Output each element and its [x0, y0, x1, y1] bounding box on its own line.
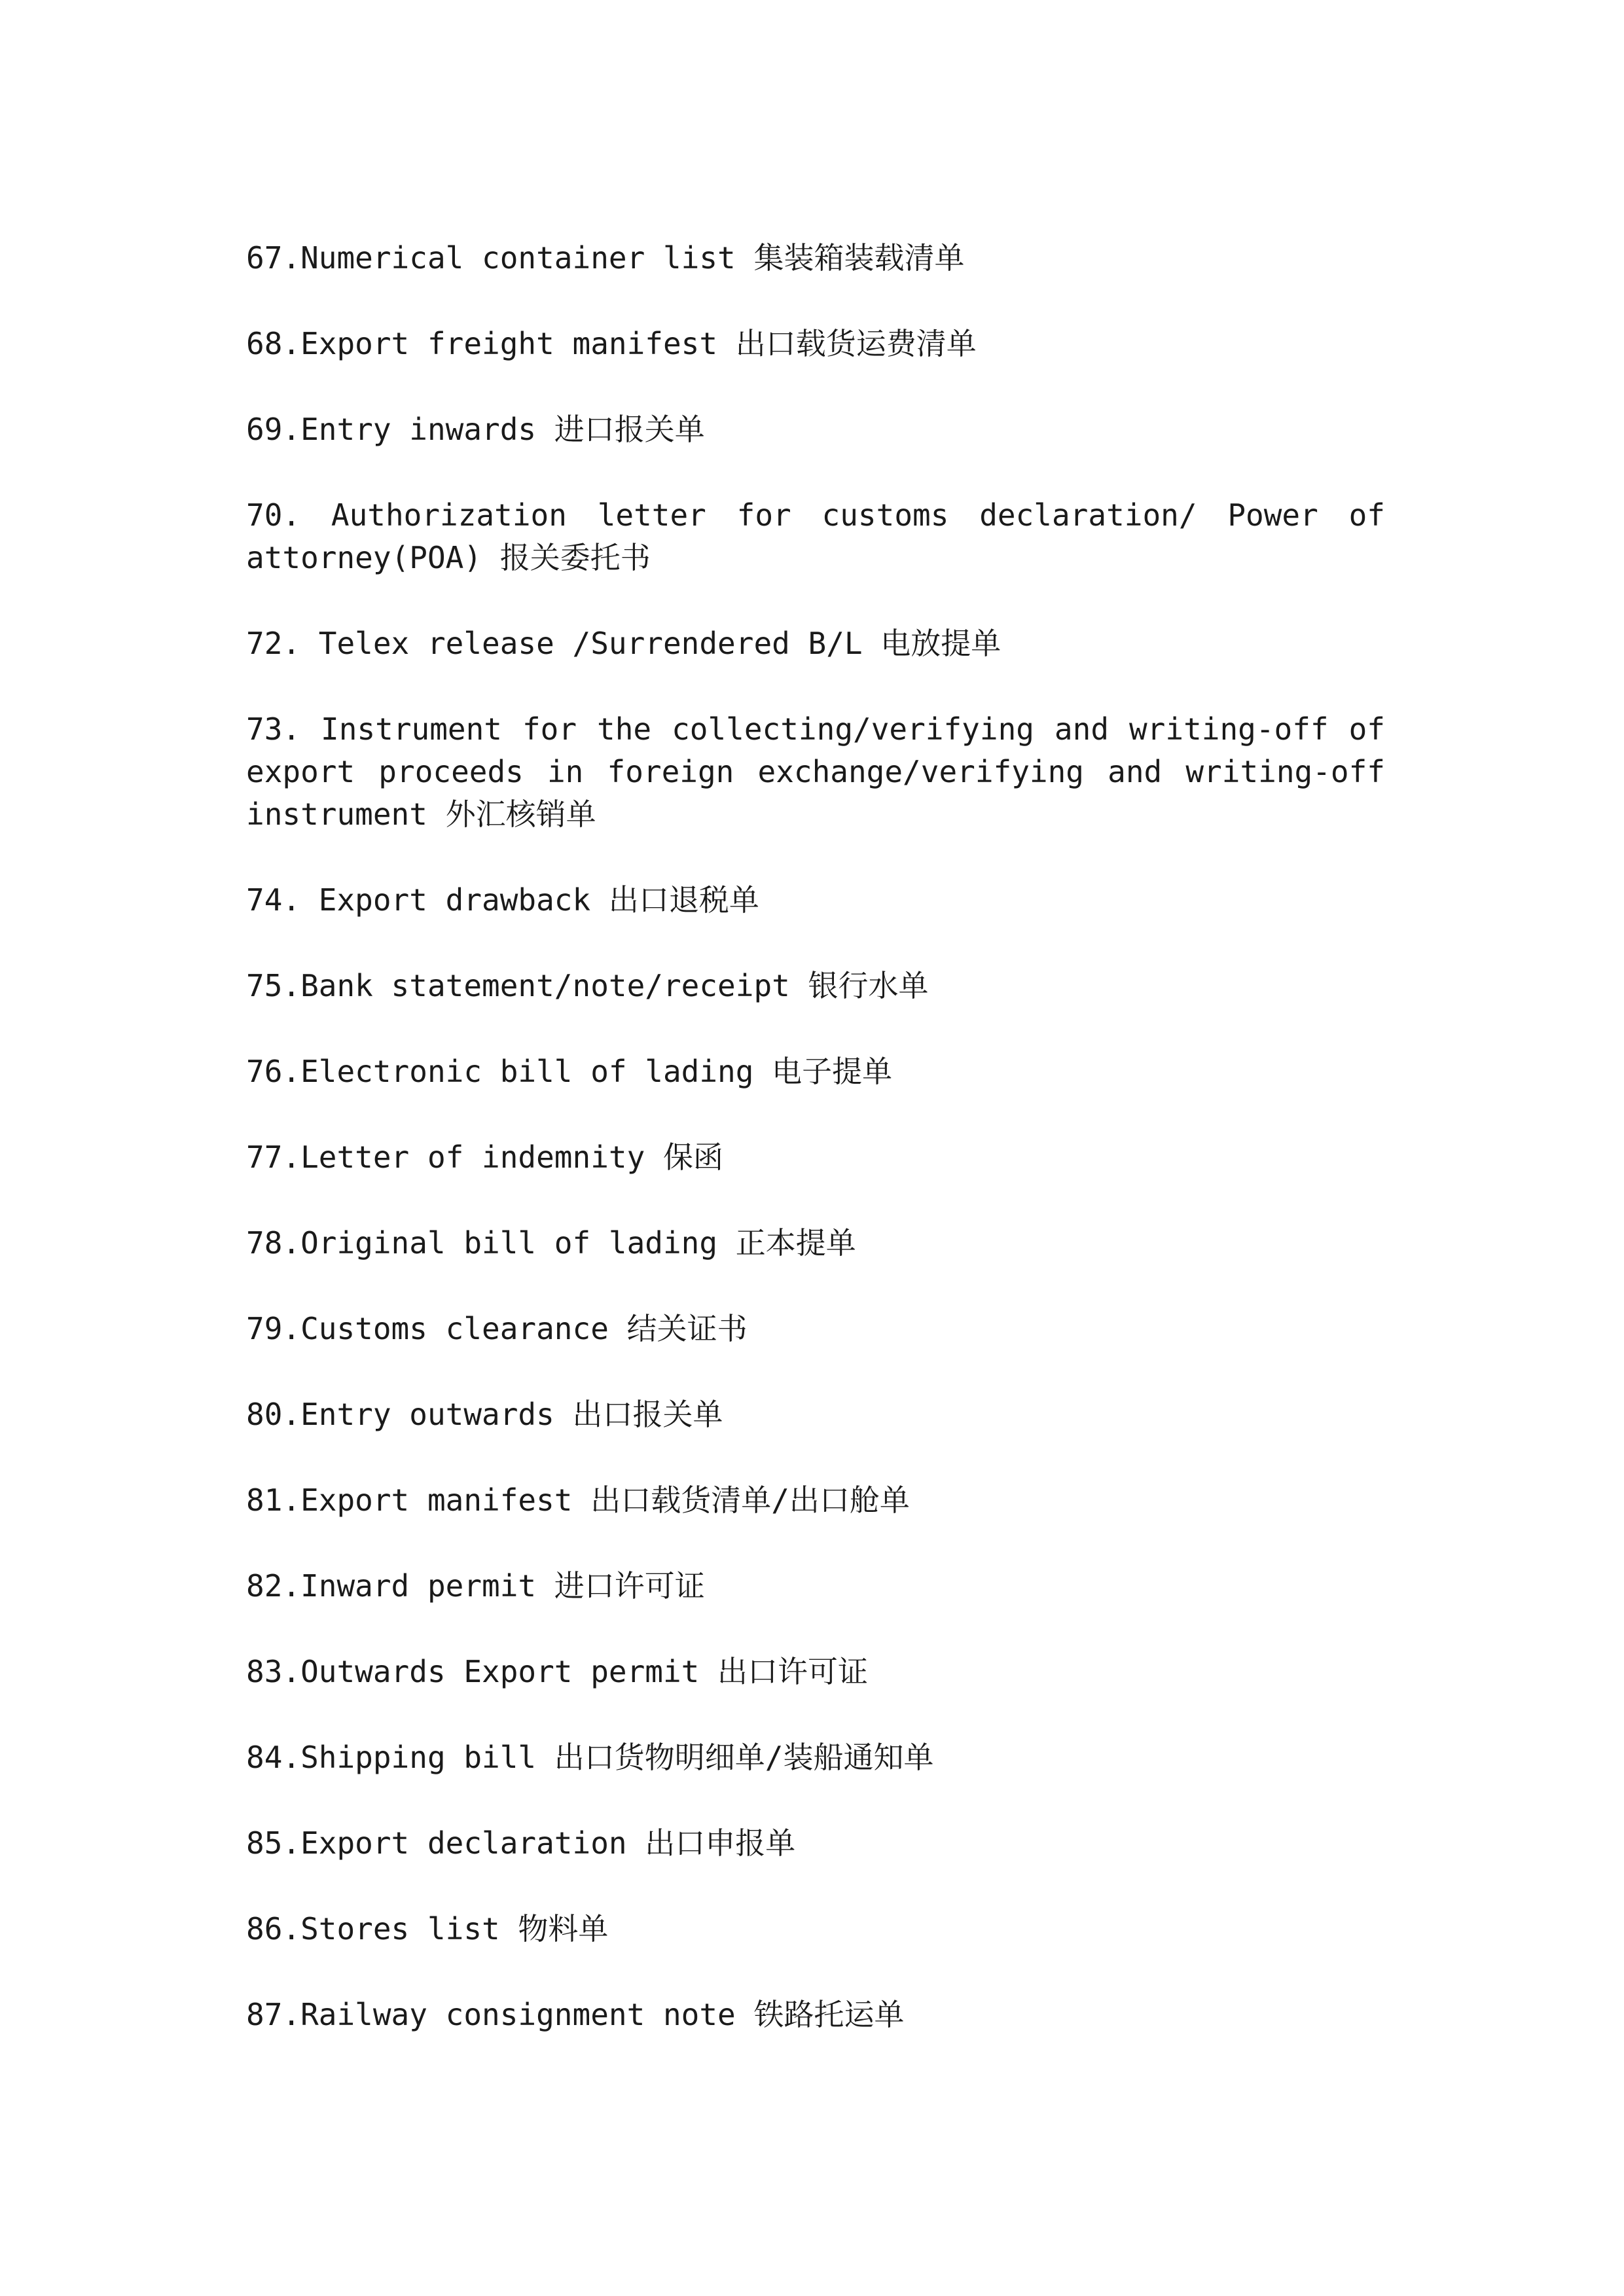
list-item: 81.Export manifest 出口载货清单/出口舱单	[246, 1482, 910, 1518]
list-item: 72. Telex release /Surrendered B/L 电放提单	[246, 626, 1001, 661]
list-item: 70. Authorization letter for customs declaration/ Power of attorney(POA) 报关委托书	[246, 497, 1385, 575]
list-item: 79.Customs clearance 结关证书	[246, 1311, 748, 1346]
list-item: 85.Export declaration 出口申报单	[246, 1825, 796, 1861]
list-item: 77.Letter of indemnity 保函	[246, 1139, 723, 1175]
list-item: 68.Export freight manifest 出口载货运费清单	[246, 326, 977, 361]
list-item: 78.Original bill of lading 正本提单	[246, 1225, 856, 1261]
list-item: 82.Inward permit 进口许可证	[246, 1568, 705, 1604]
list-item: 75.Bank statement/note/receipt 银行水单	[246, 968, 929, 1003]
list-item: 69.Entry inwards 进口报关单	[246, 412, 705, 447]
list-item: 83.Outwards Export permit 出口许可证	[246, 1654, 869, 1689]
list-item: 73. Instrument for the collecting/verifying and writing-off of export proceeds in foreign exchange/verifying and writing-off instrument 外汇核销单	[246, 711, 1385, 832]
list-item: 67.Numerical container list 集装箱装载清单	[246, 240, 965, 276]
list-item: 76.Electronic bill of lading 电子提单	[246, 1054, 893, 1089]
list-item: 80.Entry outwards 出口报关单	[246, 1397, 723, 1432]
list-item: 84.Shipping bill 出口货物明细单/装船通知单	[246, 1740, 934, 1775]
list-item: 86.Stores list 物料单	[246, 1911, 609, 1946]
list-item: 74. Export drawback 出口退税单	[246, 882, 759, 918]
list-item: 87.Railway consignment note 铁路托运单	[246, 1997, 905, 2032]
glossary-list	[246, 237, 1385, 2079]
